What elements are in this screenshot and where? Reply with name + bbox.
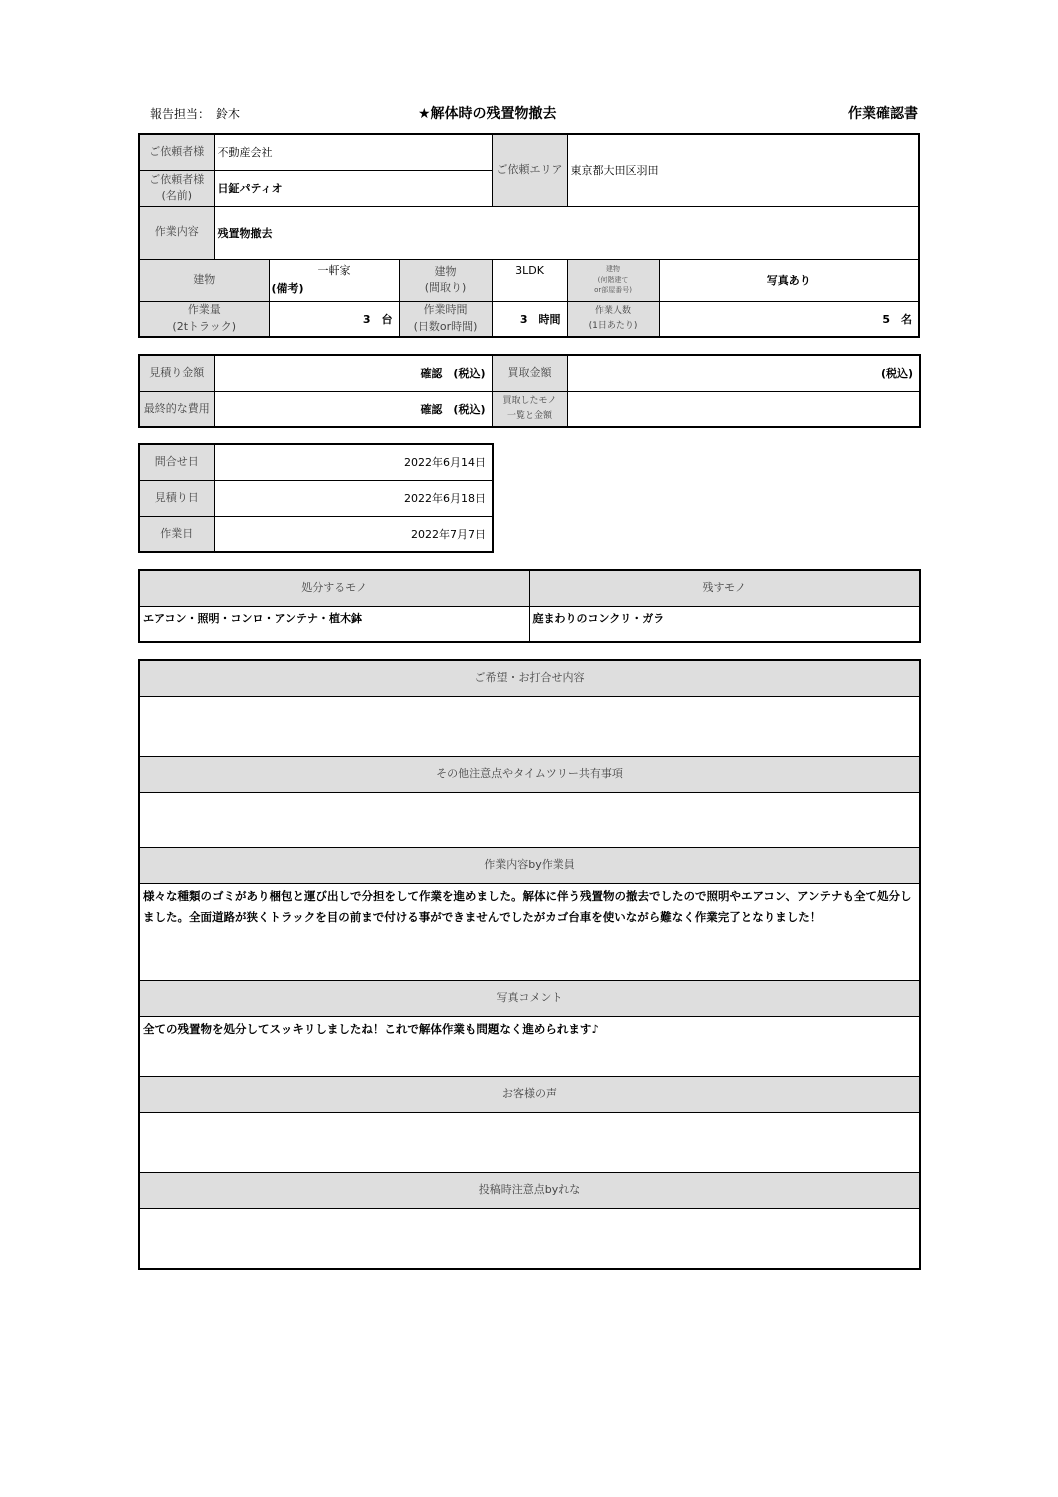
purchase-list-label: [492, 391, 567, 427]
work-content-label: 作業内容: [139, 206, 214, 259]
report-header: [150, 103, 918, 123]
worker-report-content[interactable]: 様々な種類のゴミがあり梱包と運び出しで分担をして作業を進めました。解体に伴う残置物の撤去でしたので照明やエアコン、アンテナも全て処分しました。全面道路が狭くトラックを目の前まで付ける事ができませんでしたがカゴ台車を使いながら難なく作業完了となりました！: [139, 883, 920, 980]
building-value: 一軒家: [317, 263, 351, 277]
work-amount-value[interactable]: 3 台: [269, 301, 399, 337]
work-content-value[interactable]: 残置物撤去: [214, 206, 919, 259]
estimate-date-value[interactable]: 2022年6月18日: [214, 480, 493, 516]
keep-items-value[interactable]: 庭まわりのコンクリ・ガラ: [529, 606, 920, 642]
estimate-date-label: 見積り日: [139, 480, 214, 516]
work-amount-label-line1: 作業量: [187, 303, 221, 317]
purchase-list-value[interactable]: [567, 391, 920, 427]
keep-items-label: 残すモノ: [529, 570, 920, 606]
work-date-label: 作業日: [139, 516, 214, 552]
layout-label-line2: (間取り): [424, 281, 467, 294]
floors-label-line1: 建物: [606, 265, 621, 274]
building-remarks-label: (備考): [271, 281, 304, 295]
floors-label-line2: (何階建て: [597, 275, 629, 284]
photo-comment-label: 写真コメント: [139, 980, 920, 1016]
work-date-value[interactable]: 2022年7月7日: [214, 516, 493, 552]
layout-label: [399, 259, 492, 301]
requests-label: ご希望・お打合せ内容: [139, 660, 920, 696]
floors-value[interactable]: 写真あり: [659, 259, 919, 301]
client-value[interactable]: 不動産会社: [214, 134, 492, 170]
floors-label: [567, 259, 659, 301]
dispose-items-label: 処分するモノ: [139, 570, 529, 606]
dates-table: [138, 443, 494, 553]
client-name-label-line1: ご依頼者様: [149, 172, 205, 186]
layout-label-line1: 建物: [434, 264, 457, 278]
area-label: ご依頼エリア: [492, 134, 567, 206]
area-value[interactable]: 東京都大田区羽田: [567, 134, 919, 206]
final-cost-label: 最終的な費用: [139, 391, 214, 427]
items-table: [138, 569, 921, 643]
shared-notes-content[interactable]: [139, 792, 920, 847]
client-label: ご依頼者様: [139, 134, 214, 170]
floors-label-line3: or部屋番号): [594, 286, 632, 295]
document-title: ★解体時の残置物撤去: [418, 106, 557, 122]
reporter-label: 報告担当：: [150, 107, 211, 121]
customer-voice-label: お客様の声: [139, 1076, 920, 1112]
work-amount-label-line2: (2tトラック): [172, 319, 237, 333]
document-type: 作業確認書: [848, 106, 918, 122]
dispose-items-value[interactable]: エアコン・照明・コンロ・アンテナ・植木鉢: [139, 606, 529, 642]
final-cost-value[interactable]: 確認 (税込): [214, 391, 492, 427]
work-amount-label: [139, 301, 269, 337]
posting-notes-label: 投稿時注意点byれな: [139, 1172, 920, 1208]
work-time-label-line1: 作業時間: [423, 303, 468, 317]
cost-table: [138, 354, 921, 428]
client-name-label-line2: (名前): [161, 189, 193, 202]
inquiry-date-value[interactable]: 2022年6月14日: [214, 444, 493, 480]
photo-comment-content[interactable]: 全ての残置物を処分してスッキリしましたね！これで解体作業も問題なく進められます♪: [139, 1016, 920, 1076]
workers-label: [567, 301, 659, 337]
reporter-name: 鈴木: [216, 107, 241, 121]
work-time-label: [399, 301, 492, 337]
inquiry-date-label: 問合せ日: [139, 444, 214, 480]
estimate-value[interactable]: 確認 (税込): [214, 355, 492, 391]
shared-notes-label: その他注意点やタイムツリー共有事項: [139, 756, 920, 792]
purchase-list-label-line2: 一覧と金額: [506, 410, 552, 421]
purchase-amount-value[interactable]: (税込): [567, 355, 920, 391]
reporter: [150, 105, 246, 122]
client-info-table: [138, 133, 920, 338]
workers-label-line2: (1日あたり): [588, 320, 638, 331]
estimate-label: 見積り金額: [139, 355, 214, 391]
layout-value[interactable]: 3LDK: [492, 259, 567, 301]
work-time-label-line2: (日数or時間): [413, 319, 478, 333]
workers-value[interactable]: 5 名: [659, 301, 919, 337]
building-label: 建物: [139, 259, 269, 301]
customer-voice-content[interactable]: [139, 1112, 920, 1172]
notes-table: [138, 659, 921, 1270]
workers-label-line1: 作業人数: [595, 306, 632, 317]
posting-notes-content[interactable]: [139, 1208, 920, 1269]
client-name-label: [139, 170, 214, 206]
purchase-list-label-line1: 買取したモノ: [502, 396, 557, 407]
work-time-value[interactable]: 3 時間: [492, 301, 567, 337]
building-value-cell[interactable]: [269, 259, 399, 301]
worker-report-label: 作業内容by作業員: [139, 847, 920, 883]
purchase-amount-label: 買取金額: [492, 355, 567, 391]
requests-content[interactable]: [139, 696, 920, 756]
client-name-value[interactable]: 日鉦パティオ: [214, 170, 492, 206]
